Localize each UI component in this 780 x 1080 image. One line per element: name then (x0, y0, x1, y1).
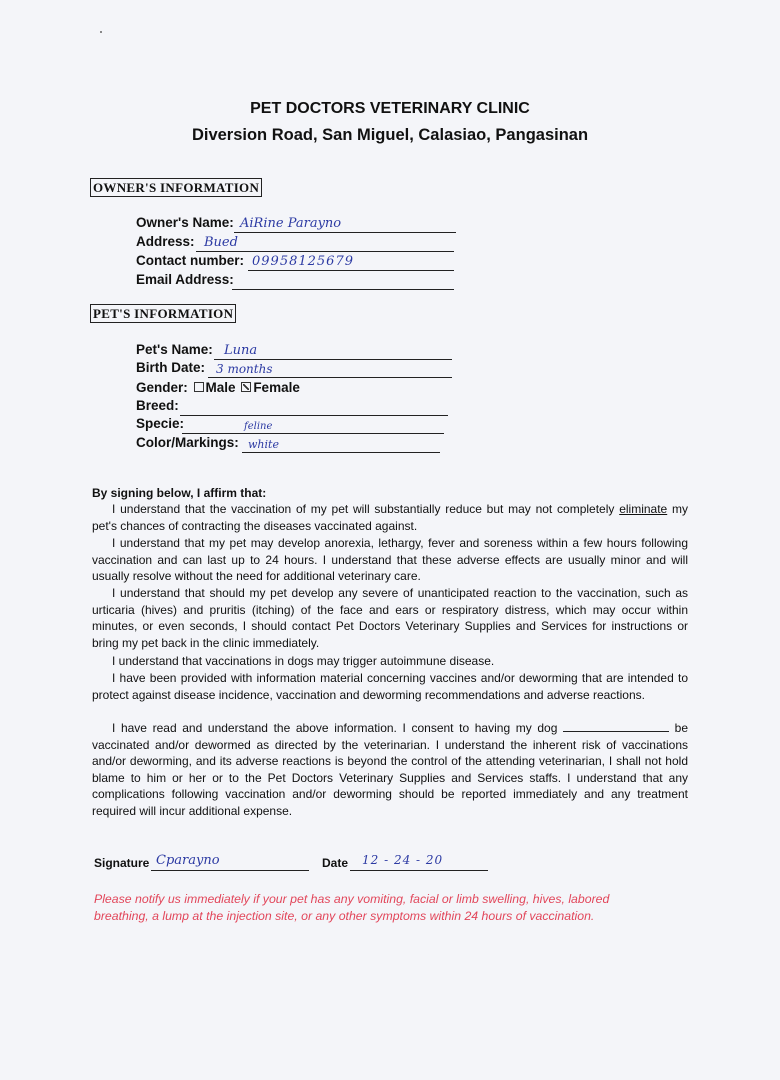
owner-contact-field[interactable] (136, 253, 454, 271)
owner-email-label: Email Address: (136, 272, 234, 287)
owner-name-value: AiRine Parayno (240, 216, 342, 231)
affirm-title: By signing below, I affirm that: (92, 486, 267, 500)
pet-specie-value: feline (244, 421, 273, 432)
pet-specie-field[interactable] (136, 416, 444, 434)
signature-value: Cparayno (156, 853, 220, 868)
gender-female-label: Female (253, 380, 300, 395)
pet-birthdate-line (208, 377, 452, 378)
owner-name-label: Owner's Name: (136, 215, 234, 230)
pet-color-field[interactable] (136, 435, 440, 453)
owner-address-field[interactable] (136, 234, 454, 252)
owner-contact-label: Contact number: (136, 253, 244, 268)
owner-address-line (196, 251, 454, 252)
pet-birthdate-label: Birth Date: (136, 360, 206, 375)
dog-name-blank[interactable] (563, 721, 669, 732)
pet-section-title: PET'S INFORMATION (90, 304, 236, 323)
date-label: Date (322, 856, 349, 870)
pet-color-label: Color/Markings: (136, 435, 239, 450)
pet-breed-field[interactable] (136, 398, 448, 416)
affirm-paragraph-5: I have been provided with information material concerning vaccines and/or deworming that are intended to protect against disease incidence, vaccination and deworming recommendations and adverse reactions. (92, 671, 688, 702)
pet-name-field[interactable] (136, 342, 452, 360)
affirm-p1-text: I understand that the vaccination of my pet will substantially reduce but may not completely (112, 502, 615, 516)
pet-specie-line (182, 433, 444, 434)
owner-contact-line (248, 270, 454, 271)
owner-email-line (232, 289, 454, 290)
pet-gender-label: Gender: (136, 380, 188, 395)
scan-speck (100, 31, 102, 33)
owner-section-title: OWNER'S INFORMATION (90, 178, 262, 197)
gender-male-checkbox[interactable] (194, 382, 204, 392)
pet-color-line (242, 452, 440, 453)
owner-address-label: Address: (136, 234, 195, 249)
gender-male-label: Male (205, 380, 236, 395)
pet-name-label: Pet's Name: (136, 342, 213, 357)
pet-specie-label: Specie: (136, 416, 185, 431)
owner-name-field[interactable] (136, 215, 456, 233)
signature-line[interactable] (151, 870, 309, 871)
affirm-p1-underlined: eliminate (619, 502, 668, 516)
post-vaccination-notice: Please notify us immediately if your pet has any vomiting, facial or limb swelling, hives, labored breathing, a lump at the injection site, or any other symptoms within 24 hours of vaccination. (94, 892, 610, 923)
signature-label: Signature (94, 856, 150, 870)
clinic-address: Diversion Road, San Miguel, Calasiao, Pangasinan (191, 126, 589, 144)
pet-gender-field (136, 380, 300, 395)
pet-birthdate-value: 3 months (216, 362, 273, 376)
affirm-paragraph-1 (92, 501, 688, 534)
affirm-paragraph-4: I understand that vaccinations in dogs may trigger autoimmune disease. (112, 654, 495, 668)
affirm-p6-text: I have read and understand the above information. I consent to having my dog (112, 721, 564, 735)
affirm-p6-text-end: be vaccinated and/or dewormed as directed by the veterinarian. I understand the inherent risk of vaccinations and/or deworming, and its adverse reactions is beyond the control of the attending veterinarian, I shall not hold blame to him or her or to the Pet Doctors Veterinary Supplies and Services staffs. I understand that any complications following vaccination and/or deworming should be reported immediately and any treatment required will incur additional expense. (92, 721, 688, 818)
date-line[interactable] (350, 870, 488, 871)
affirm-p1-text-end: my pet's chances of contracting the diseases vaccinated against. (92, 502, 688, 533)
owner-contact-value: 09958125679 (252, 254, 354, 269)
affirm-paragraph-3: I understand that should my pet develop any severe of unanticipated reaction to the vaccination, such as urticaria (hives) and pruritis (itching) of the face and ears or respiratory distress, which may occur within minutes, or even seconds, I should contact Pet Doctors Veterinary Supplies and Services for instructions or bring my pet back in the clinic immediately. (92, 586, 688, 650)
pet-breed-label: Breed: (136, 398, 179, 413)
owner-email-field[interactable] (136, 272, 454, 290)
owner-address-value: Bued (204, 235, 238, 250)
gender-female-checkbox[interactable] (241, 382, 251, 392)
affirm-paragraph-6 (92, 720, 688, 820)
owner-name-line (234, 232, 456, 233)
pet-birthdate-field[interactable] (136, 360, 452, 378)
pet-color-value: white (248, 438, 279, 451)
clinic-name: PET DOCTORS VETERINARY CLINIC (250, 100, 530, 117)
pet-name-value: Luna (224, 343, 258, 358)
affirm-paragraph-2: I understand that my pet may develop anorexia, lethargy, fever and soreness within a few hours following vaccination and can last up to 24 hours. I understand that these adverse effects are usually minor and will usually resolve without the need for additional veterinary care. (92, 536, 688, 584)
date-value: 12 - 24 - 20 (362, 853, 444, 867)
